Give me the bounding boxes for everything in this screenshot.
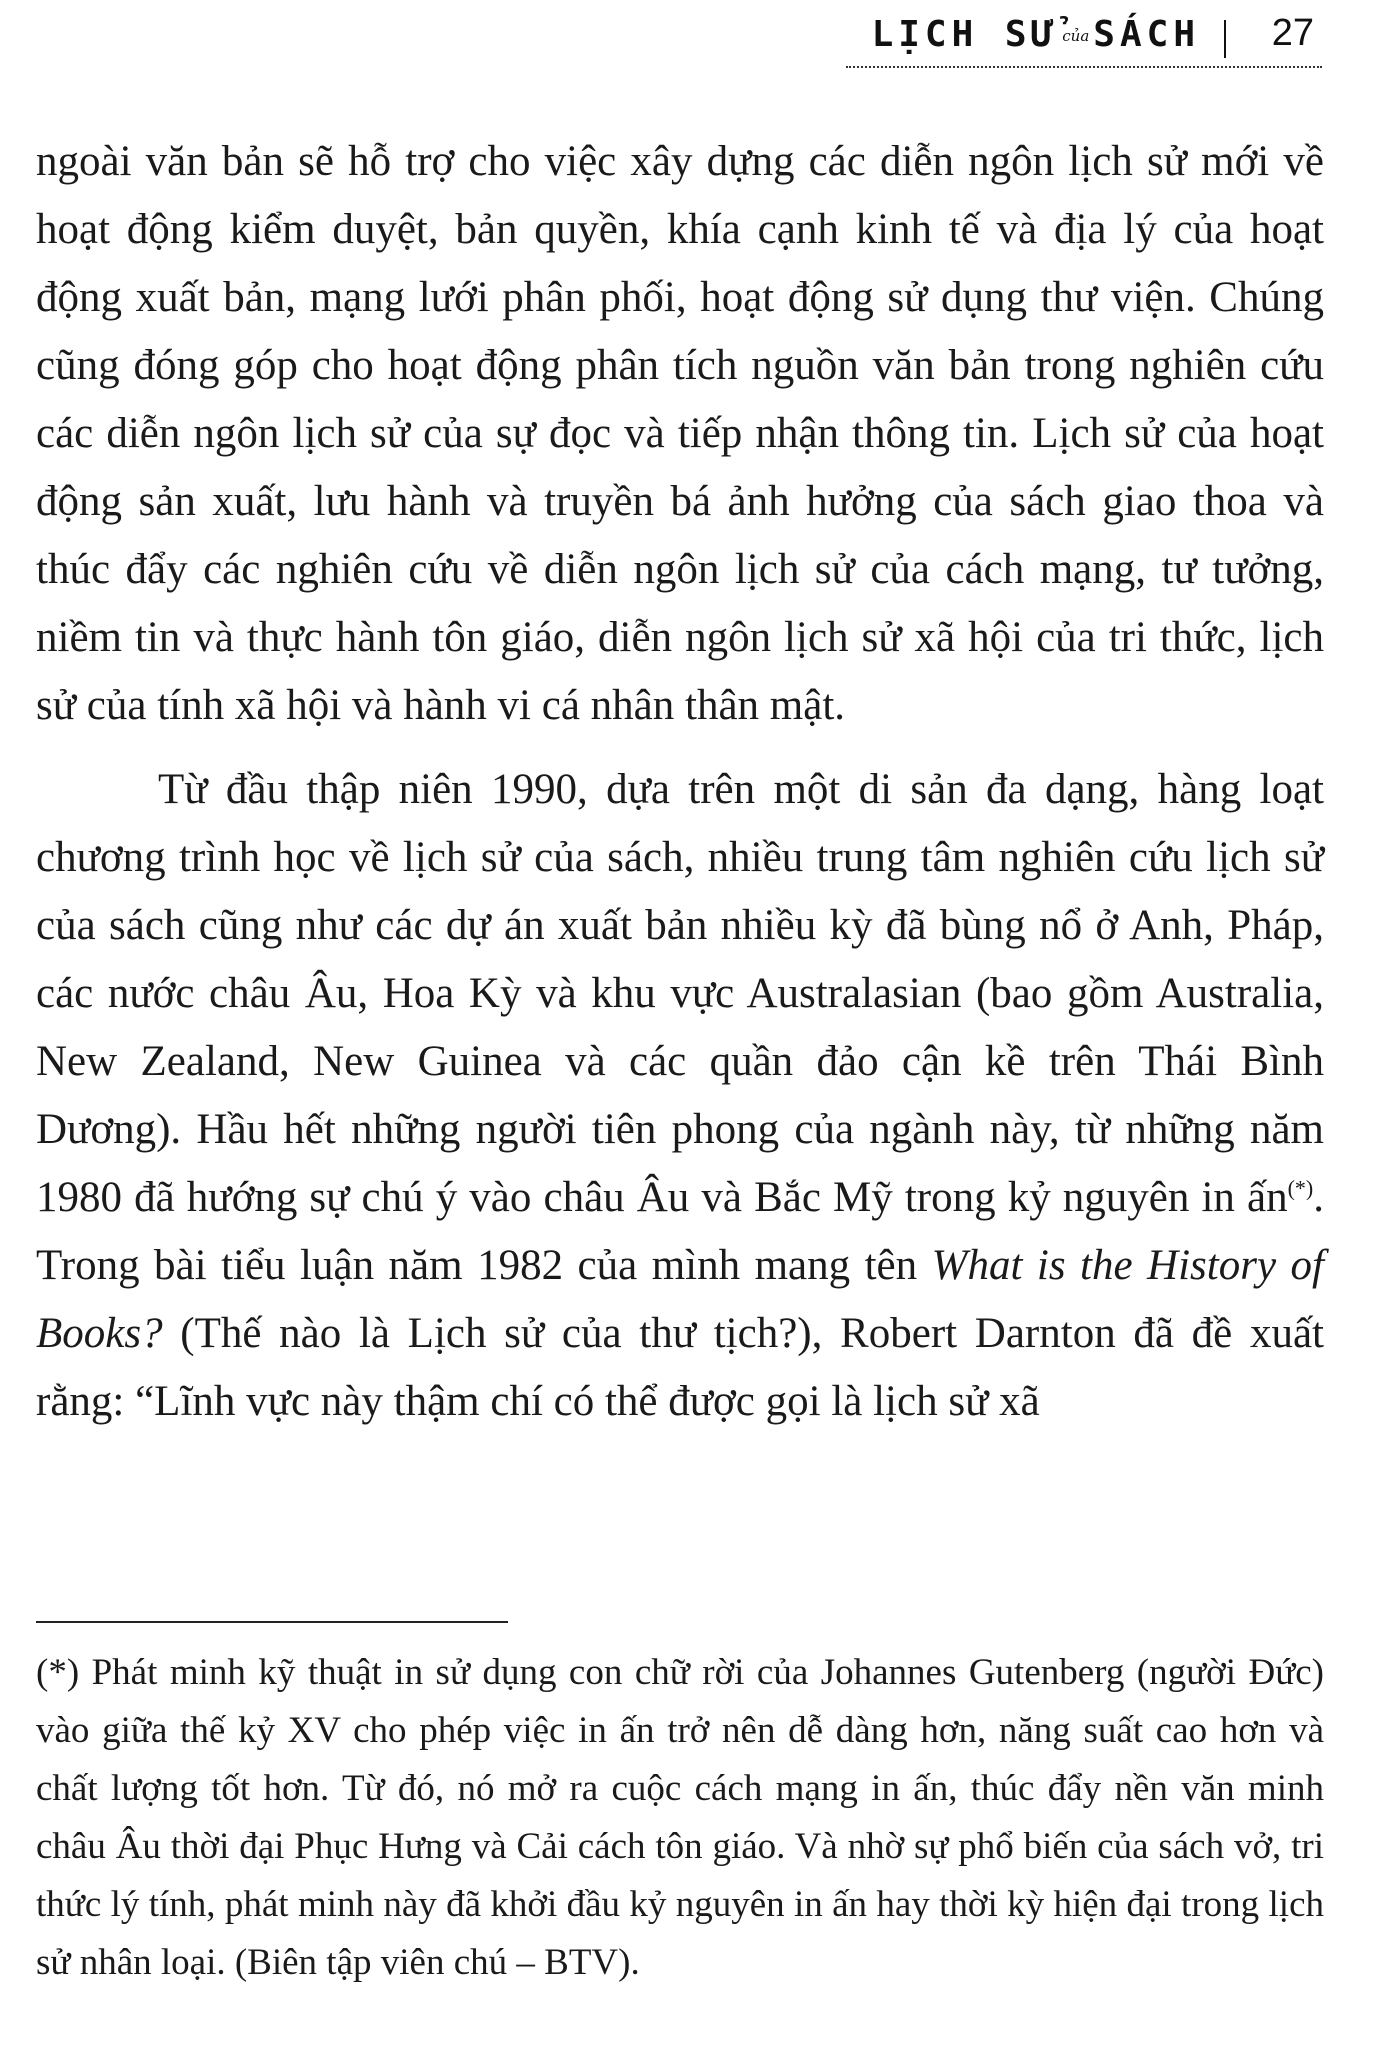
- essay-title: What is the History of Books?: [36, 1242, 1324, 1357]
- paragraph-2-text-b: . Trong bài tiểu luận năm 1982 của mình mang tên: [36, 1174, 1324, 1289]
- footnote: [36, 1644, 1324, 1992]
- book-title-part1: LỊCH SỬ: [871, 14, 1059, 55]
- running-header: [846, 6, 1322, 68]
- paragraph-1: ngoài văn bản sẽ hỗ trợ cho việc xây dựng các diễn ngôn lịch sử mới về hoạt động kiểm duyệt, bản quyền, khía cạnh kinh tế và địa lý của hoạt động xuất bản, mạng lưới phân phối, hoạt động sử dụng thư viện. Chúng cũng đóng góp cho hoạt động phân tích nguồn văn bản trong nghiên cứu các diễn ngôn lịch sử của sự đọc và tiếp nhận thông tin. Lịch sử của hoạt động sản xuất, lưu hành và truyền bá ảnh hưởng của sách giao thoa và thúc đẩy các nghiên cứu về diễn ngôn lịch sử của cách mạng, tư tưởng, niềm tin và thực hành tôn giáo, diễn ngôn lịch sử xã hội của tri thức, lịch sử của tính xã hội và hành vi cá nhân thân mật.: [36, 138, 1324, 729]
- header-separator: [1224, 20, 1226, 58]
- paragraph-2-text-c: (Thế nào là Lịch sử của thư tịch?), Robert Darnton đã đề xuất rằng: “Lĩnh vực này thậm chí có thể được gọi là lịch sử xã: [36, 1310, 1324, 1425]
- body-text: [36, 128, 1324, 1436]
- book-title: [872, 14, 1200, 55]
- page-number: 27: [1271, 12, 1314, 54]
- footnote-text: (*) Phát minh kỹ thuật in sử dụng con chữ rời của Johannes Gutenberg (người Đức) vào giữa thế kỷ XV cho phép việc in ấn trở nên dễ dàng hơn, năng suất cao hơn và chất lượng tốt hơn. Từ đó, nó mở ra cuộc cách mạng in ấn, thúc đẩy nền văn minh châu Âu thời đại Phục Hưng và Cải cách tôn giáo. Và nhờ sự phổ biến của sách vở, tri thức lý tính, phát minh này đã khởi đầu kỷ nguyên in ấn hay thời kỳ hiện đại trong lịch sử nhân loại. (Biên tập viên chú – BTV).: [36, 1652, 1324, 1983]
- footnote-divider: [36, 1621, 508, 1623]
- paragraph-2: [36, 756, 1324, 1436]
- book-title-connector: của: [1062, 27, 1090, 45]
- footnote-reference: (*): [1287, 1175, 1314, 1201]
- paragraph-2-text-a: Từ đầu thập niên 1990, dựa trên một di sản đa dạng, hàng loạt chương trình học về lịch sử của sách, nhiều trung tâm nghiên cứu lịch sử của sách cũng như các dự án xuất bản nhiều kỳ đã bùng nổ ở Anh, Pháp, các nước châu Âu, Hoa Kỳ và khu vực Australasian (bao gồm Australia, New Zealand, New Guinea và các quần đảo cận kề trên Thái Bình Dương). Hầu hết những người tiên phong của ngành này, từ những năm 1980 đã hướng sự chú ý vào châu Âu và Bắc Mỹ trong kỷ nguyên in ấn: [36, 766, 1324, 1221]
- book-title-part2: SÁCH: [1093, 14, 1200, 55]
